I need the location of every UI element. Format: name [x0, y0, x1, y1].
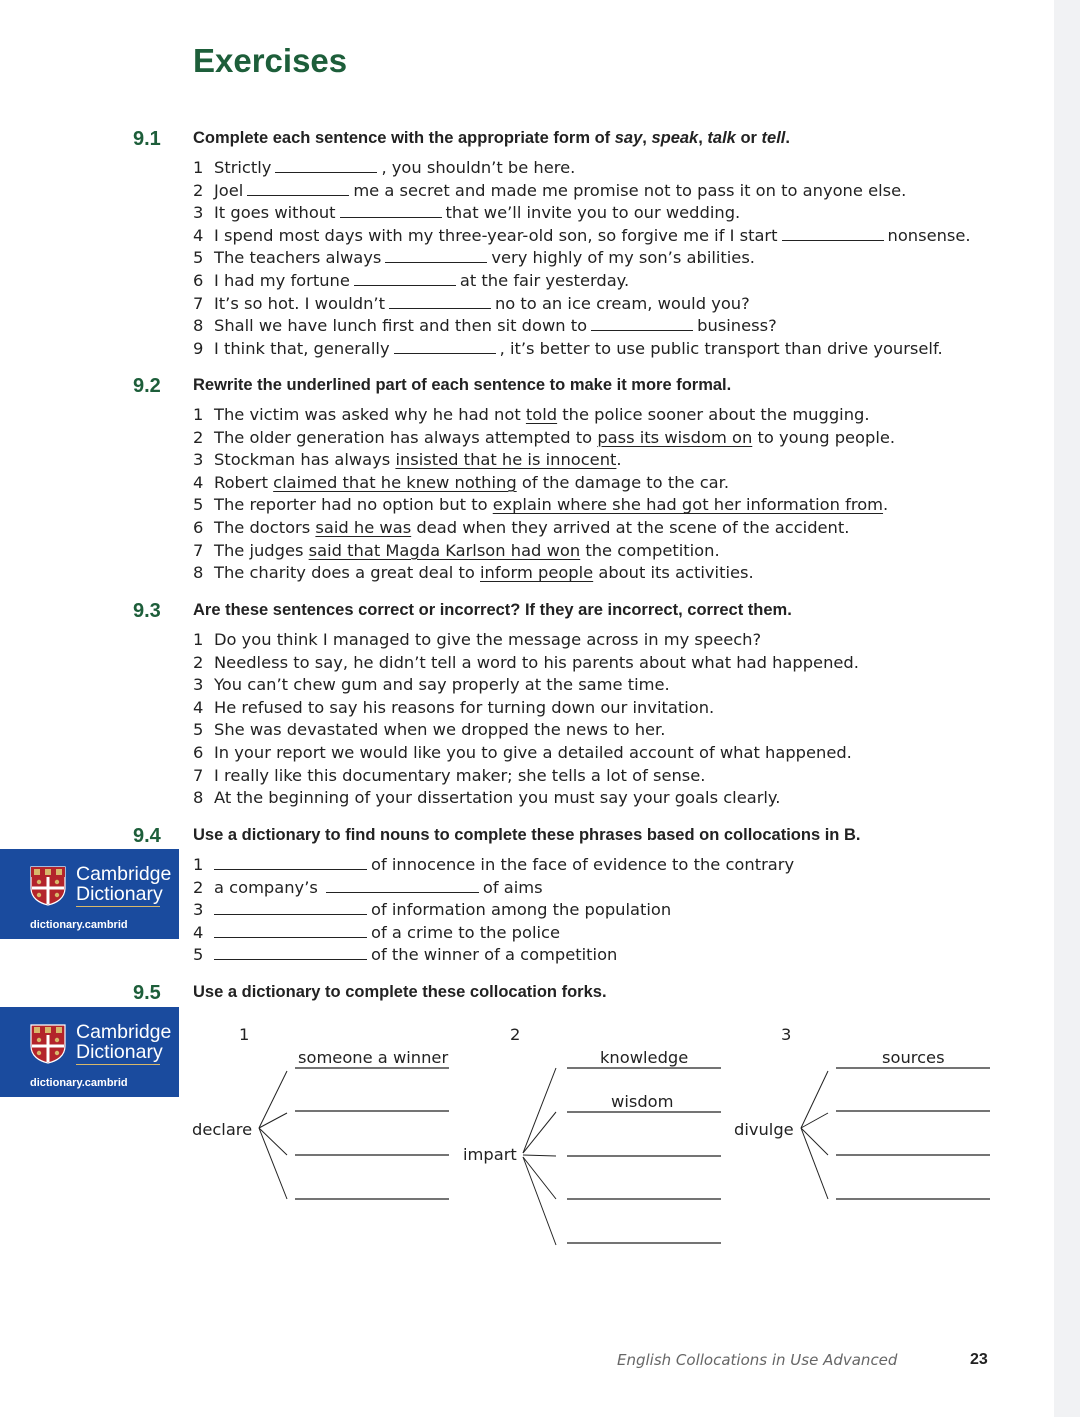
- item-text: at the fair yesterday.: [459, 270, 630, 290]
- instruction-word-speak: speak: [651, 129, 699, 147]
- fork-answer: sources: [882, 1048, 945, 1067]
- underlined-phrase: claimed that he knew nothing: [273, 472, 517, 492]
- item-text: The judges: [214, 540, 309, 560]
- instruction-text: Complete each sentence with the appropriate form of: [193, 129, 615, 147]
- exercise-instruction: Rewrite the underlined part of each sentence to make it more formal.: [193, 376, 732, 394]
- underlined-phrase: told: [525, 405, 558, 424]
- item-number: 3: [193, 675, 204, 695]
- exercise-number: 9.3: [133, 600, 161, 622]
- exercise-item: [193, 247, 971, 270]
- badge-title-line2: Dictionary: [76, 883, 163, 905]
- answer-blank[interactable]: [389, 294, 491, 309]
- item-number: 7: [193, 765, 204, 785]
- item-text: a company’s: [214, 877, 318, 897]
- badge-title-line1: Cambridge: [76, 1021, 172, 1043]
- collocation-forks: [0, 1015, 1054, 1265]
- exercise-item: [193, 652, 859, 675]
- item-text: She was devastated when we dropped the news to her.: [214, 720, 666, 740]
- item-number: 9: [193, 338, 204, 358]
- item-number: 5: [193, 945, 204, 965]
- answer-blank[interactable]: [214, 900, 367, 915]
- item-text: of innocence in the face of evidence to the contrary: [371, 855, 795, 874]
- fork-1: [192, 1025, 449, 1199]
- exercise-item: [193, 944, 794, 967]
- fork-branch: [523, 1157, 556, 1199]
- item-number: 4: [193, 922, 204, 942]
- instruction-sep: ,: [698, 129, 708, 147]
- item-text: of the damage to the car.: [516, 472, 730, 492]
- exercise-number: 9.5: [133, 982, 161, 1004]
- item-text: that we’ll invite you to our wedding.: [445, 203, 741, 223]
- item-text: It goes without: [214, 203, 336, 223]
- fork-answer: wisdom: [611, 1092, 674, 1111]
- exercise-item: [193, 404, 895, 427]
- answer-blank[interactable]: [340, 203, 442, 218]
- badge-title-line1: Cambridge: [76, 863, 172, 885]
- answer-blank[interactable]: [385, 248, 487, 263]
- instruction-word-tell: tell: [761, 129, 786, 147]
- item-text: about its activities.: [593, 563, 754, 583]
- item-text: .: [616, 450, 622, 470]
- item-number: 4: [193, 697, 204, 717]
- fork-number: 1: [239, 1025, 250, 1044]
- fork-verb: declare: [192, 1120, 253, 1139]
- fork-2: [463, 1025, 721, 1245]
- item-text: It’s so hot. I wouldn’t: [214, 293, 385, 313]
- page-margin-strip: [1054, 0, 1080, 1417]
- exercise-item: [193, 629, 859, 652]
- exercise-item: [193, 517, 895, 540]
- item-text: The reporter had no option but to: [214, 495, 493, 515]
- instruction-word-talk: talk: [707, 129, 736, 147]
- exercise-item: [193, 765, 859, 788]
- item-number: 3: [193, 203, 204, 223]
- item-number: 8: [193, 563, 204, 583]
- item-number: 8: [193, 788, 204, 808]
- item-number: 3: [193, 450, 204, 470]
- fork-answer: someone a winner: [298, 1048, 449, 1067]
- fork-branch: [523, 1155, 556, 1156]
- item-text: The charity does a great deal to: [214, 563, 481, 583]
- item-text: nonsense.: [887, 225, 971, 245]
- exercise-item: [193, 719, 859, 742]
- item-text: of information among the population: [371, 900, 672, 920]
- exercise-item-list: [193, 854, 794, 967]
- fork-branch: [801, 1071, 828, 1128]
- exercise-item: [193, 674, 859, 697]
- cambridge-dictionary-badge[interactable]: [0, 849, 179, 939]
- item-number: 2: [193, 180, 204, 200]
- exercise-item: [193, 922, 794, 945]
- badge-divider: [76, 906, 160, 907]
- exercise-item: [193, 562, 895, 585]
- instruction-sep: or: [735, 129, 762, 147]
- exercise-item: [193, 472, 895, 495]
- exercise-item: [193, 270, 971, 293]
- item-number: 8: [193, 316, 204, 336]
- item-text: .: [883, 495, 889, 515]
- fork-3: [734, 1025, 990, 1199]
- cambridge-crest-icon: [30, 866, 66, 906]
- exercise-item: [193, 225, 971, 248]
- item-text: the police sooner about the mugging.: [557, 405, 870, 424]
- fork-answer: knowledge: [600, 1048, 689, 1067]
- fork-number: 2: [510, 1025, 521, 1044]
- item-text: The victim was asked why he had not: [214, 405, 526, 424]
- exercise-item: [193, 742, 859, 765]
- fork-branch: [523, 1112, 556, 1153]
- fork-branch: [523, 1157, 556, 1245]
- fork-branch: [259, 1128, 287, 1199]
- exercise-item: [193, 338, 971, 361]
- item-text: Robert: [214, 472, 274, 492]
- footer-book-title: English Collocations in Use Advanced: [617, 1351, 898, 1369]
- item-text: the competition.: [580, 540, 720, 560]
- item-text: Strictly: [214, 158, 272, 177]
- exercise-item: [193, 180, 971, 203]
- item-number: 6: [193, 270, 204, 290]
- item-text: Needless to say, he didn’t tell a word to his parents about what had happened.: [214, 652, 859, 672]
- item-text: The older generation has always attempted to: [214, 427, 598, 447]
- exercise-item: [193, 854, 794, 877]
- exercise-item: [193, 293, 971, 316]
- underlined-phrase: said he was: [315, 517, 412, 537]
- badge-title: [76, 864, 171, 904]
- item-text: Stockman has always: [214, 450, 396, 470]
- fork-branch: [801, 1128, 828, 1199]
- exercise-item-list: [193, 629, 859, 810]
- item-text: dead when they arrived at the scene of the accident.: [411, 517, 850, 537]
- exercise-item: [193, 787, 859, 810]
- item-number: 1: [193, 158, 204, 177]
- item-text: He refused to say his reasons for turning down our invitation.: [214, 697, 715, 717]
- item-number: 1: [193, 405, 204, 424]
- exercise-number: 9.2: [133, 375, 161, 397]
- exercise-instruction: Use a dictionary to complete these collocation forks.: [193, 983, 607, 1001]
- fork-verb: impart: [463, 1145, 517, 1164]
- exercise-instruction: [193, 129, 790, 148]
- exercise-item-list: [193, 157, 971, 360]
- item-text: , it’s better to use public transport than drive yourself.: [499, 338, 943, 358]
- fork-branch: [523, 1068, 556, 1153]
- item-text: of a crime to the police: [371, 922, 560, 942]
- answer-blank[interactable]: [591, 316, 693, 331]
- item-number: 6: [193, 517, 204, 537]
- answer-blank[interactable]: [326, 878, 479, 893]
- item-text: The teachers always: [214, 248, 382, 268]
- fork-verb: divulge: [734, 1120, 794, 1139]
- item-text: of aims: [482, 877, 543, 897]
- underlined-phrase: insisted that he is innocent: [395, 450, 617, 470]
- item-text: Joel: [214, 180, 244, 200]
- answer-blank[interactable]: [275, 158, 377, 173]
- page-number: 23: [970, 1351, 988, 1368]
- exercise-item: [193, 449, 895, 472]
- item-text: I really like this documentary maker; she tells a lot of sense.: [214, 765, 706, 785]
- answer-blank[interactable]: [354, 271, 456, 286]
- instruction-sep: ,: [642, 129, 652, 147]
- item-text: Do you think I managed to give the message across in my speech?: [214, 630, 762, 649]
- exercise-item: [193, 427, 895, 450]
- item-number: 1: [193, 630, 204, 649]
- item-number: 5: [193, 720, 204, 740]
- item-text: I spend most days with my three-year-old son, so forgive me if I start: [214, 225, 778, 245]
- exercise-item: [193, 157, 971, 180]
- exercise-item-list: [193, 404, 895, 585]
- fork-number: 3: [781, 1025, 792, 1044]
- underlined-phrase: pass its wisdom on: [597, 427, 753, 447]
- exercise-item: [193, 202, 971, 225]
- item-number: 6: [193, 742, 204, 762]
- exercise-instruction: Are these sentences correct or incorrect? If they are incorrect, correct them.: [193, 601, 792, 619]
- fork-branch: [801, 1128, 828, 1155]
- item-number: 5: [193, 248, 204, 268]
- item-text: The doctors: [214, 517, 316, 537]
- exercise-item: [193, 899, 794, 922]
- exercise-item: [193, 494, 895, 517]
- answer-blank[interactable]: [214, 945, 367, 960]
- item-number: 2: [193, 877, 204, 897]
- item-number: 7: [193, 540, 204, 560]
- item-text: I had my fortune: [214, 270, 350, 290]
- item-text: to young people.: [752, 427, 896, 447]
- exercise-item: [193, 877, 794, 900]
- item-text: business?: [697, 316, 777, 336]
- item-text: , you shouldn’t be here.: [381, 158, 576, 177]
- page-title: Exercises: [193, 42, 348, 79]
- item-text: Shall we have lunch first and then sit down to: [214, 316, 588, 336]
- badge-url: dictionary.cambrid: [30, 919, 128, 931]
- underlined-phrase: explain where she had got her information from: [492, 495, 884, 515]
- item-number: 7: [193, 293, 204, 313]
- item-text: me a secret and made me promise not to pass it on to anyone else.: [353, 180, 907, 200]
- instruction-end: .: [785, 129, 790, 147]
- item-number: 5: [193, 495, 204, 515]
- instruction-word-say: say: [614, 129, 643, 147]
- exercise-instruction: Use a dictionary to find nouns to complete these phrases based on collocations in B.: [193, 826, 861, 844]
- underlined-phrase: said that Magda Karlson had won: [308, 540, 581, 560]
- fork-branch: [259, 1128, 287, 1155]
- item-number: 1: [193, 855, 204, 874]
- item-text: In your report we would like you to give a detailed account of what happened.: [214, 742, 852, 762]
- exercise-item: [193, 697, 859, 720]
- badge-url: dictionary.cambrid: [30, 1077, 128, 1089]
- item-text: I think that, generally: [214, 338, 390, 358]
- answer-blank[interactable]: [782, 226, 884, 241]
- item-number: 4: [193, 472, 204, 492]
- item-number: 2: [193, 652, 204, 672]
- item-text: very highly of my son’s abilities.: [491, 248, 755, 268]
- item-text: no to an ice cream, would you?: [494, 293, 750, 313]
- item-number: 2: [193, 427, 204, 447]
- underlined-phrase: inform people: [480, 563, 594, 583]
- fork-branch: [259, 1071, 287, 1128]
- item-number: 3: [193, 900, 204, 920]
- badge-title-line2: Dictionary: [76, 1041, 163, 1063]
- exercise-item: [193, 540, 895, 563]
- exercise-item: [193, 315, 971, 338]
- answer-blank[interactable]: [247, 181, 349, 196]
- answer-blank[interactable]: [214, 855, 367, 870]
- answer-blank[interactable]: [394, 339, 496, 354]
- item-text: At the beginning of your dissertation you must say your goals clearly.: [214, 788, 781, 808]
- item-text: of the winner of a competition: [371, 945, 618, 965]
- exercise-number: 9.4: [133, 825, 161, 847]
- item-text: You can’t chew gum and say properly at the same time.: [214, 675, 670, 695]
- exercise-number: 9.1: [133, 128, 161, 150]
- item-number: 4: [193, 225, 204, 245]
- answer-blank[interactable]: [214, 923, 367, 938]
